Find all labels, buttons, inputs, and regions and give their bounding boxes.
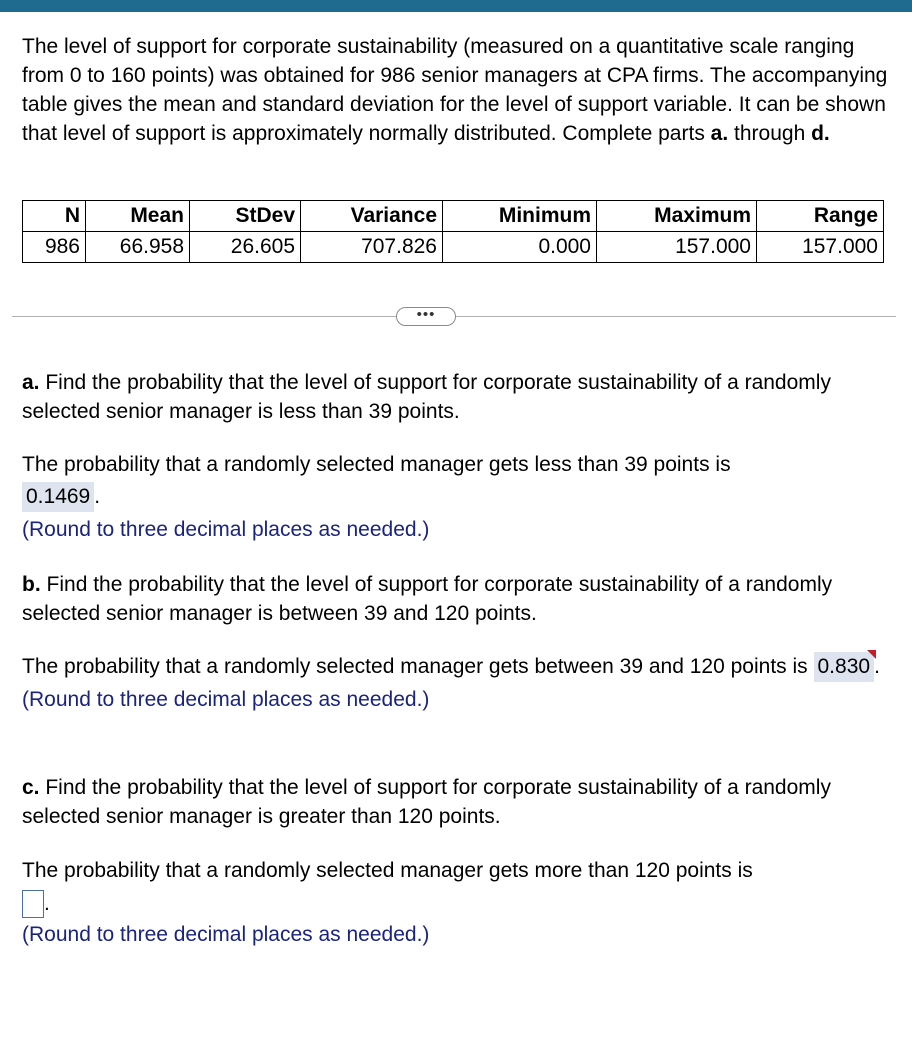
part-a-question-text: Find the probability that the level of support for corporate sustainability of a randomly selected senior manager is less than 39 points.: [22, 371, 831, 423]
part-c-answer-input[interactable]: [22, 890, 44, 918]
part-a-answer-field[interactable]: 0.1469: [22, 482, 94, 512]
cell-minimum: 0.000: [443, 232, 597, 263]
part-b-answer-value: 0.830: [817, 655, 871, 678]
top-bar: [0, 0, 912, 12]
header-mean: Mean: [86, 201, 190, 232]
part-c-letter: c.: [22, 776, 40, 799]
intro-through: through: [734, 122, 806, 145]
part-b-question: [22, 570, 892, 628]
header-variance: Variance: [301, 201, 443, 232]
part-a-letter: a.: [22, 371, 40, 394]
part-b-answer-block: [22, 652, 892, 714]
header-minimum: Minimum: [443, 201, 597, 232]
expand-more-button[interactable]: •••: [396, 307, 456, 326]
incorrect-flag-icon: [867, 650, 876, 659]
part-a-answer-block: The probability that a randomly selected manager gets less than 39 points is 0.1469 . (Round to three decimal places as needed.): [22, 450, 892, 544]
cell-range: 157.000: [757, 232, 884, 263]
header-n: N: [23, 201, 86, 232]
part-b-hint: (Round to three decimal places as needed.): [22, 688, 430, 711]
part-b-statement-line: The probability that a randomly selected manager gets between 39 and 120 points is 0.830 .: [22, 652, 892, 682]
part-b-answer-field[interactable]: [814, 652, 875, 682]
header-maximum: Maximum: [597, 201, 757, 232]
problem-intro: [22, 32, 892, 148]
part-a-hint: (Round to three decimal places as needed.): [22, 518, 430, 541]
part-c-question-text: Find the probability that the level of support for corporate sustainability of a randomly selected senior manager is greater than 120 points.: [22, 776, 831, 828]
header-range: Range: [757, 201, 884, 232]
part-a-question: [22, 368, 892, 426]
cell-n: 986: [23, 232, 86, 263]
part-a-statement: The probability that a randomly selected manager gets less than 39 points is: [22, 453, 731, 476]
intro-part-a: a.: [710, 122, 729, 145]
intro-text: The level of support for corporate sustainability (measured on a quantitative scale ranging from 0 to 160 points) was obtained for 986 senior managers at CPA firms. The accompanying table gives the mean and standard deviation for the level of support variable. It can be shown that level of support is approximately normally distributed. Complete parts: [22, 35, 888, 145]
part-c-answer-block: The probability that a randomly selected manager gets more than 120 points is . (Round to three decimal places as needed.): [22, 856, 892, 949]
header-stdev: StDev: [190, 201, 301, 232]
table-header-row: [23, 201, 884, 232]
table-row: [23, 232, 884, 263]
cell-maximum: 157.000: [597, 232, 757, 263]
part-b-question-text: Find the probability that the level of support for corporate sustainability of a randomly selected senior manager is between 39 and 120 points.: [22, 573, 833, 625]
part-c-statement: The probability that a randomly selected manager gets more than 120 points is: [22, 859, 753, 882]
part-b-letter: b.: [22, 573, 41, 596]
cell-mean: 66.958: [86, 232, 190, 263]
part-c-question: [22, 773, 892, 831]
part-c-hint: (Round to three decimal places as needed.): [22, 923, 430, 947]
part-b-statement: The probability that a randomly selected manager gets between 39 and 120 points is: [22, 655, 808, 678]
statistics-table: [22, 200, 884, 263]
cell-variance: 707.826: [301, 232, 443, 263]
intro-part-d: d.: [811, 122, 830, 145]
cell-stdev: 26.605: [190, 232, 301, 263]
